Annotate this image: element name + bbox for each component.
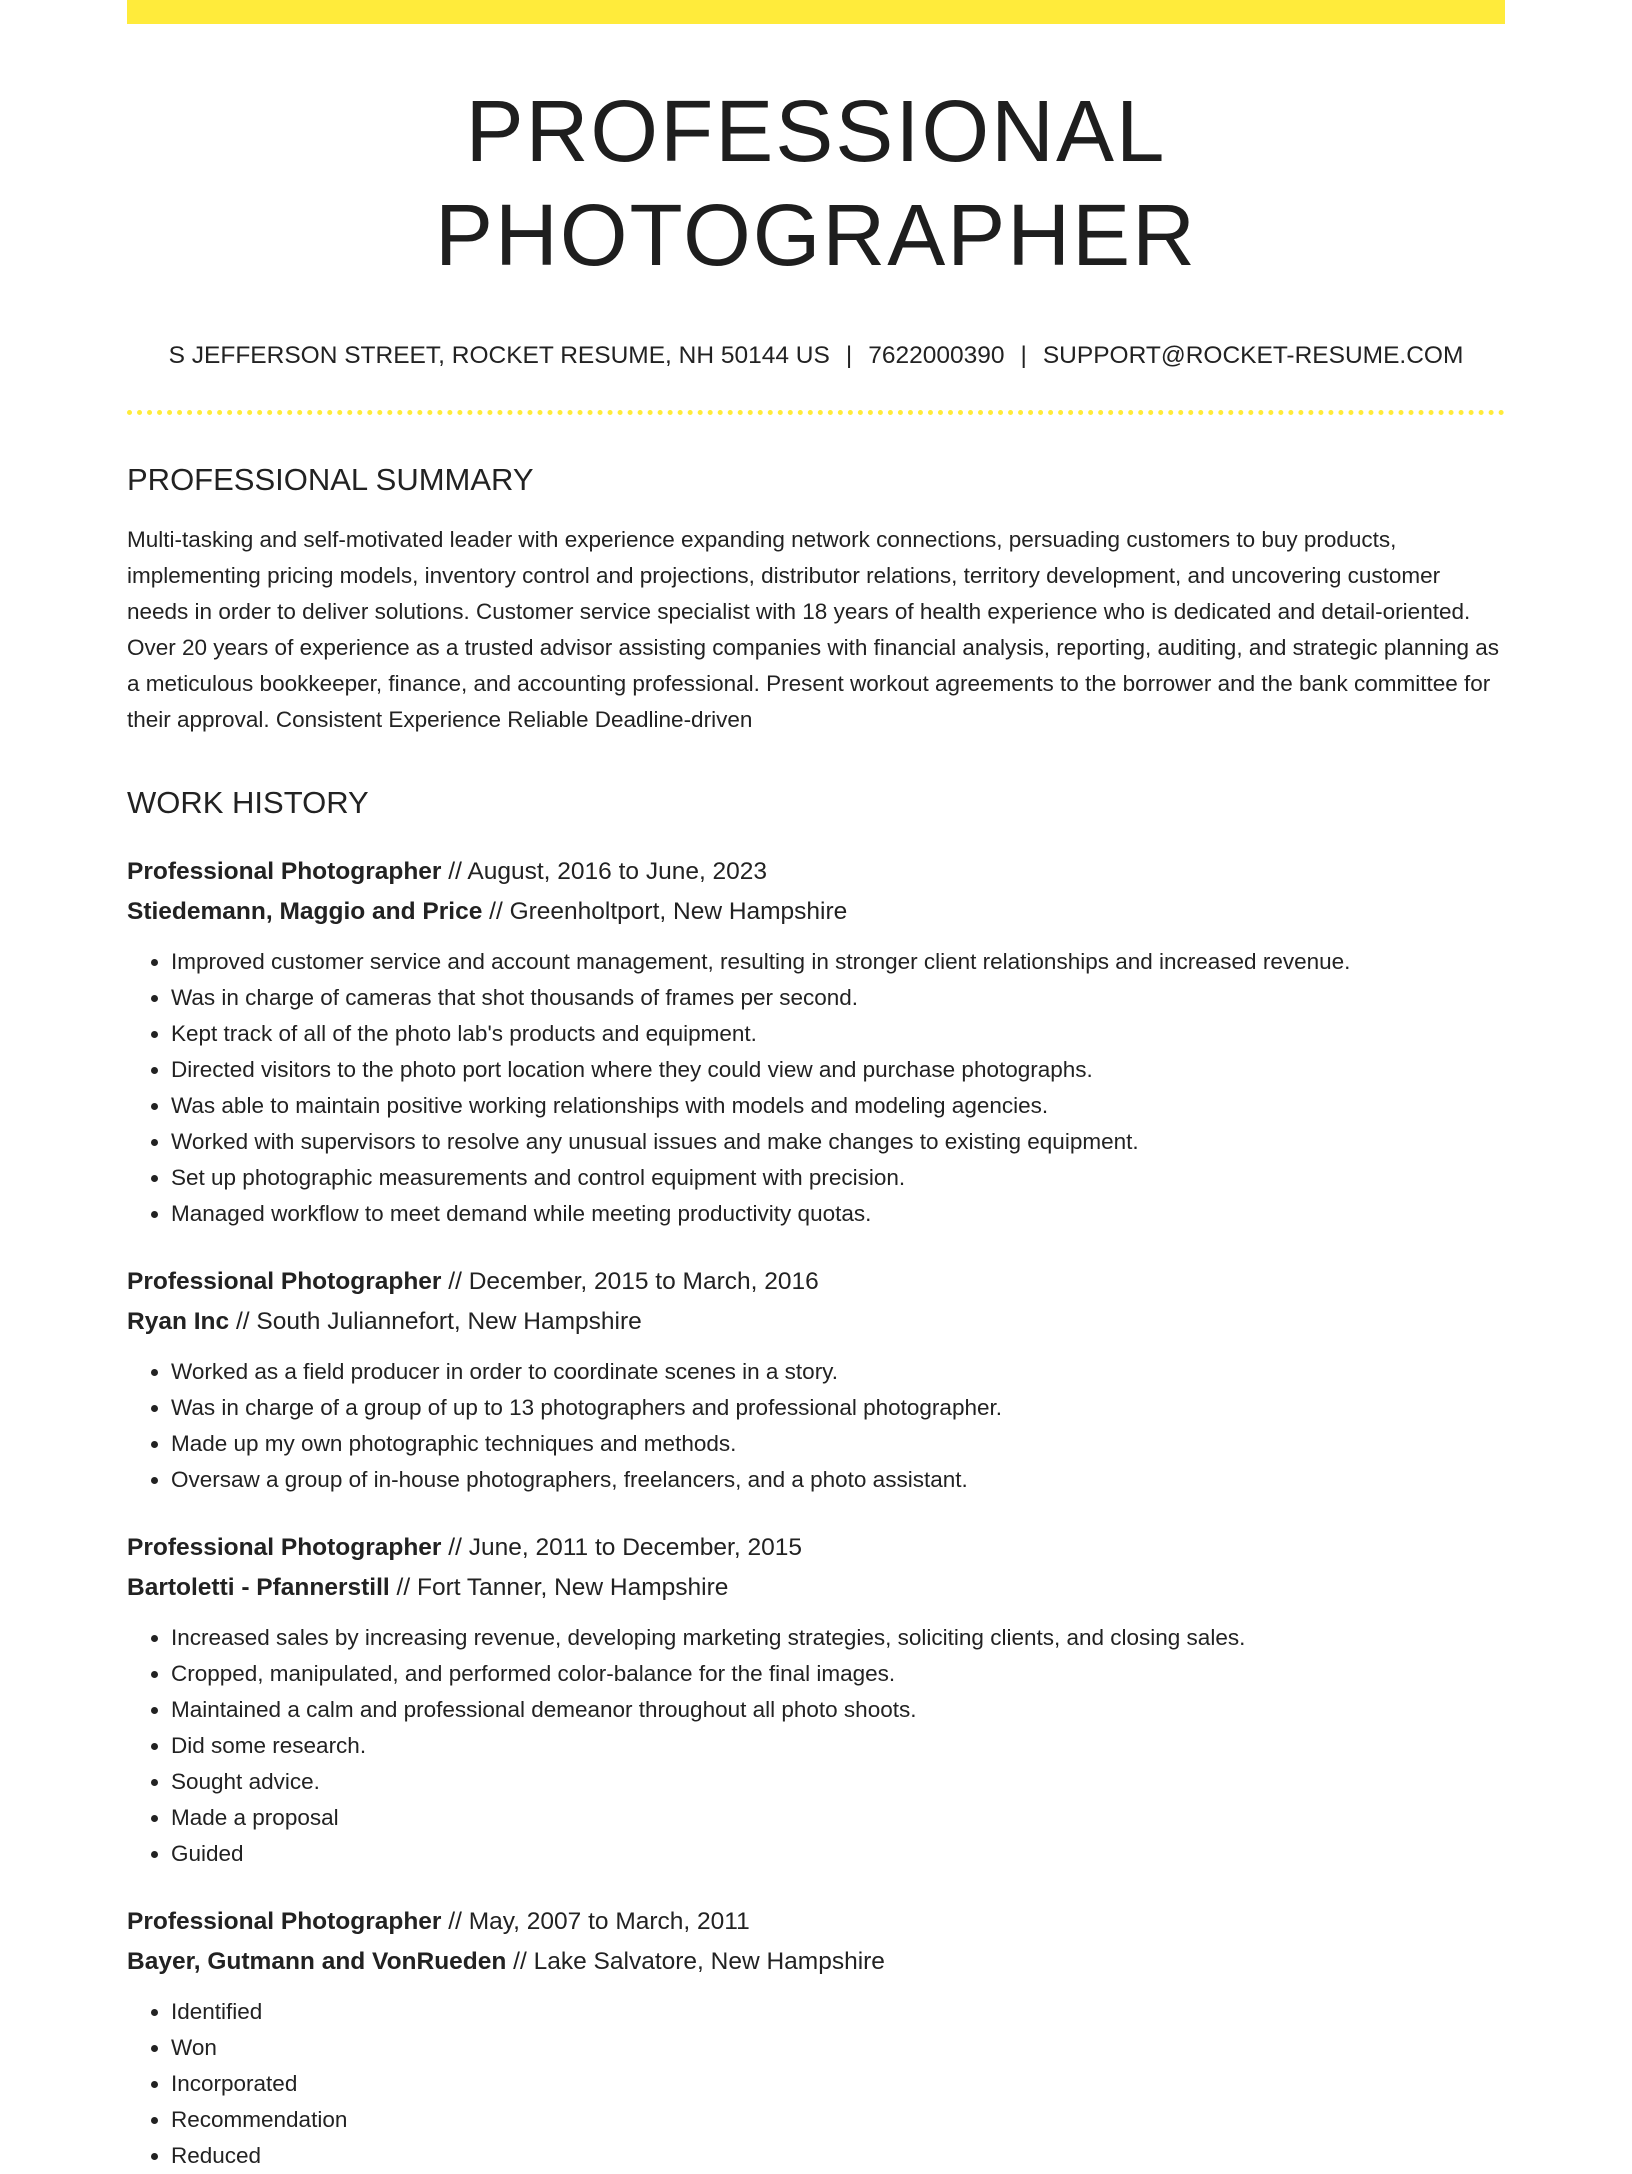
duty-item: • Made up my own photographic techniques and methods. [171, 1426, 1505, 1462]
job-company: Ryan Inc [127, 1307, 230, 1335]
job-location: Lake Salvatore, New Hampshire [533, 1947, 885, 1975]
dotted-divider [127, 410, 1505, 415]
resume-page [127, 0, 1505, 2174]
contact-separator: | [845, 341, 853, 369]
job-company-line [127, 1942, 1505, 1982]
duty-item: • Was in charge of a group of up to 13 photographers and professional photographer. [171, 1390, 1505, 1426]
separator: // [235, 1307, 250, 1335]
job-role-line [127, 1902, 1505, 1942]
duty-item: • Was able to maintain positive working relationships with models and modeling agencies. [171, 1088, 1505, 1124]
separator: // [448, 857, 462, 885]
separator: // [489, 897, 503, 925]
job-company-line [127, 892, 1505, 932]
job-role-line [127, 852, 1505, 892]
job-role: Professional Photographer [127, 1907, 442, 1935]
phone: 7622000390 [868, 341, 1005, 369]
job-dates: December, 2015 to March, 2016 [468, 1267, 819, 1295]
job-entry [127, 1528, 1505, 1872]
address: S JEFFERSON STREET, ROCKET RESUME, NH 50144 US [168, 341, 830, 369]
duty-item: • Made a proposal [171, 1800, 1505, 1836]
job-role: Professional Photographer [127, 1267, 442, 1295]
duty-item: • Did some research. [171, 1728, 1505, 1764]
job-role: Professional Photographer [127, 857, 442, 885]
duty-list [127, 1994, 1505, 2174]
duty-list [127, 1354, 1505, 1498]
job-entry [127, 1902, 1505, 2174]
job-role-line [127, 1528, 1505, 1568]
job-dates: August, 2016 to June, 2023 [467, 857, 768, 885]
duty-item: • Worked as a field producer in order to coordinate scenes in a story. [171, 1354, 1505, 1390]
duty-list [127, 1620, 1505, 1872]
duty-item: • Directed visitors to the photo port location where they could view and purchase photographs. [171, 1052, 1505, 1088]
summary-heading: PROFESSIONAL SUMMARY [127, 462, 534, 498]
duty-item: • Managed workflow to meet demand while meeting productivity quotas. [171, 1196, 1505, 1232]
duty-item: • Sought advice. [171, 1764, 1505, 1800]
duty-item: • Kept track of all of the photo lab's products and equipment. [171, 1016, 1505, 1052]
duty-item: • Reduced [171, 2138, 1505, 2174]
email: SUPPORT@ROCKET-RESUME.COM [1042, 341, 1464, 369]
duty-item: • Recommendation [171, 2102, 1505, 2138]
duty-item: • Cropped, manipulated, and performed color-balance for the final images. [171, 1656, 1505, 1692]
duty-item: • Oversaw a group of in-house photographers, freelancers, and a photo assistant. [171, 1462, 1505, 1498]
separator: // [448, 1907, 462, 1935]
job-entry [127, 1262, 1505, 1498]
job-role-line [127, 1262, 1505, 1302]
job-location: South Juliannefort, New Hampshire [256, 1307, 642, 1335]
job-role: Professional Photographer [127, 1533, 442, 1561]
duty-item: • Won [171, 2030, 1505, 2066]
job-dates: June, 2011 to December, 2015 [468, 1533, 802, 1561]
duty-item: • Improved customer service and account management, resulting in stronger client relationships and increased revenue. [171, 944, 1505, 980]
duty-item: • Guided [171, 1836, 1505, 1872]
duty-item: • Set up photographic measurements and control equipment with precision. [171, 1160, 1505, 1196]
duty-item: • Was in charge of cameras that shot thousands of frames per second. [171, 980, 1505, 1016]
duty-item: • Incorporated [171, 2066, 1505, 2102]
contact-line [127, 341, 1505, 370]
summary-text: Multi-tasking and self-motivated leader with experience expanding network connections, persuading customers to buy products, implementing pricing models, inventory control and projections, distributor relations, territory development, and uncovering customer needs in order to deliver solutions. Customer service specialist with 18 years of health experience who is dedicated and detail-oriented. Over 20 years of experience as a trusted advisor assisting companies with financial analysis, reporting, auditing, and strategic planning as a meticulous bookkeeper, finance, and accounting professional. Present workout agreements to the borrower and the bank committee for their approval. Consistent Experience Reliable Deadline-driven [127, 527, 1499, 733]
separator: // [448, 1267, 462, 1295]
job-entry [127, 852, 1505, 1232]
work-history-heading: WORK HISTORY [127, 785, 369, 821]
job-company-line [127, 1568, 1505, 1608]
job-dates: May, 2007 to March, 2011 [468, 1907, 750, 1935]
candidate-name: PROFESSIONAL PHOTOGRAPHER [434, 83, 1197, 285]
separator: // [396, 1573, 411, 1601]
duty-item: • Worked with supervisors to resolve any unusual issues and make changes to existing equipment. [171, 1124, 1505, 1160]
accent-top-bar [127, 0, 1505, 24]
separator: // [448, 1533, 462, 1561]
job-location: Fort Tanner, New Hampshire [416, 1573, 729, 1601]
contact-separator: | [1020, 341, 1027, 369]
job-company-line [127, 1302, 1505, 1342]
job-company: Bartoletti - Pfannerstill [127, 1573, 390, 1601]
job-company: Stiedemann, Maggio and Price [127, 897, 483, 925]
duty-item: • Increased sales by increasing revenue, developing marketing strategies, soliciting clients, and closing sales. [171, 1620, 1505, 1656]
duty-item: • Identified [171, 1994, 1505, 2030]
job-location: Greenholtport, New Hampshire [509, 897, 848, 925]
duty-list [127, 944, 1505, 1232]
job-company: Bayer, Gutmann and VonRueden [127, 1947, 507, 1975]
separator: // [513, 1947, 527, 1975]
duty-item: • Maintained a calm and professional demeanor throughout all photo shoots. [171, 1692, 1505, 1728]
